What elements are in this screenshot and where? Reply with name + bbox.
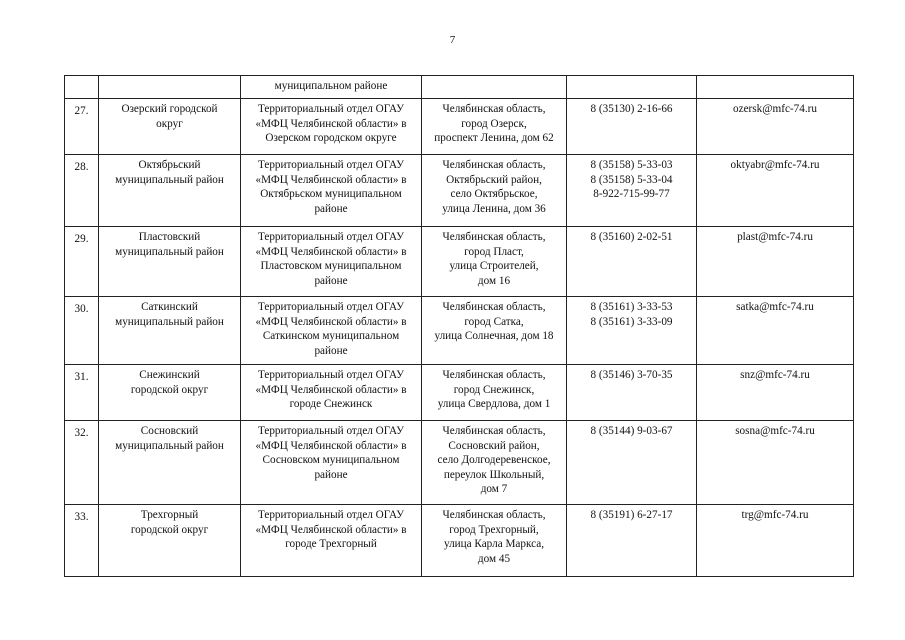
cell-address-line: проспект Ленина, дом 62 xyxy=(434,132,554,145)
cell-office-line: «МФЦ Челябинской области» в xyxy=(255,315,407,328)
cell-address-line: город Озерск, xyxy=(461,117,527,130)
cell-office-line: Октябрьском муниципальном xyxy=(260,188,402,201)
continuation-row xyxy=(65,76,854,99)
cell-office-line: районе xyxy=(314,344,348,357)
cell-phones xyxy=(567,297,697,365)
cell-address-line: улица Карла Маркса, xyxy=(443,538,545,551)
cell-row-number: 28. xyxy=(65,155,99,227)
cell-address-line: город Трехгорный, xyxy=(449,523,539,536)
cell-office-line: районе xyxy=(314,202,348,215)
cell-address-line: улица Строителей, xyxy=(449,260,539,273)
cell-phones-line: 8 (35191) 6-27-17 xyxy=(590,509,673,521)
cell-address-line: дом 45 xyxy=(477,552,511,565)
cell-address-line: улица Солнечная, дом 18 xyxy=(434,330,554,343)
cell-office-line: «МФЦ Челябинской области» в xyxy=(255,245,407,258)
cell-phones xyxy=(567,421,697,505)
cell-row-number: 27. xyxy=(65,99,99,155)
cell-address xyxy=(422,505,567,577)
cell-office-line: Территориальный отдел ОГАУ xyxy=(257,159,405,171)
cell-row-number: 30. xyxy=(65,297,99,365)
cell-address-line: Челябинская область, xyxy=(442,231,546,243)
cell-district xyxy=(99,155,241,227)
cell-office xyxy=(241,505,422,577)
cell-num-empty xyxy=(65,76,99,99)
cell-address-line: Челябинская область, xyxy=(442,425,546,437)
cell-address-line: Челябинская область, xyxy=(442,509,546,521)
cell-row-number: 33. xyxy=(65,505,99,577)
cell-address-line: город Снежинск, xyxy=(453,383,535,396)
cell-row-number: 31. xyxy=(65,365,99,421)
table-body xyxy=(65,76,854,577)
cell-phones-line: 8 (35161) 3-33-09 xyxy=(590,315,673,328)
cell-address xyxy=(422,365,567,421)
cell-address-line: Октябрьский район, xyxy=(446,173,542,186)
cell-district xyxy=(99,99,241,155)
cell-district-line: Сосновский xyxy=(140,425,199,437)
table-row xyxy=(65,99,854,155)
cell-office-line: Территориальный отдел ОГАУ xyxy=(257,425,405,437)
cell-office-line: Территориальный отдел ОГАУ xyxy=(257,509,405,521)
table-row xyxy=(65,297,854,365)
cell-address-line: Сосновский район, xyxy=(448,439,540,452)
cell-district-line: Саткинский xyxy=(141,301,198,313)
cell-address-empty xyxy=(422,76,567,99)
mfc-offices-table xyxy=(64,75,854,577)
cell-email: snz@mfc-74.ru xyxy=(697,365,854,421)
cell-phones-empty xyxy=(567,76,697,99)
cell-phones xyxy=(567,227,697,297)
table-row xyxy=(65,365,854,421)
cell-phones-line: 8 (35161) 3-33-53 xyxy=(590,301,673,313)
cell-office-line: Территориальный отдел ОГАУ xyxy=(257,369,405,381)
cell-office-line: «МФЦ Челябинской области» в xyxy=(255,439,407,452)
cell-address-line: Челябинская область, xyxy=(442,159,546,171)
table-row xyxy=(65,421,854,505)
cell-row-number: 29. xyxy=(65,227,99,297)
table-row xyxy=(65,155,854,227)
cell-address-line: Челябинская область, xyxy=(442,369,546,381)
cell-address xyxy=(422,227,567,297)
cell-address-line: дом 7 xyxy=(480,483,508,496)
cell-address-line: город Сатка, xyxy=(464,315,524,328)
cell-district-line: муниципальный район xyxy=(115,439,224,452)
cell-email: trg@mfc-74.ru xyxy=(697,505,854,577)
cell-district xyxy=(99,227,241,297)
cell-office-line: Саткинском муниципальном xyxy=(262,330,400,343)
table-row xyxy=(65,227,854,297)
cell-row-number: 32. xyxy=(65,421,99,505)
cell-address-line: Челябинская область, xyxy=(442,301,546,313)
cell-phones-line: 8 (35130) 2-16-66 xyxy=(590,103,673,115)
cell-email: plast@mfc-74.ru xyxy=(697,227,854,297)
cell-district-line: Октябрьский xyxy=(138,159,201,171)
cell-email: ozersk@mfc-74.ru xyxy=(697,99,854,155)
cell-address-line: дом 16 xyxy=(477,274,511,287)
cell-office-line: городе Трехгорный xyxy=(285,538,377,551)
cell-address-line: улица Свердлова, дом 1 xyxy=(437,398,551,411)
cell-office-line: районе xyxy=(314,468,348,481)
cell-address-line: город Пласт, xyxy=(464,245,524,258)
cell-district-line: Озерский городской xyxy=(121,103,218,115)
cell-office xyxy=(241,297,422,365)
cell-office-line: Сосновском муниципальном xyxy=(262,454,400,467)
cell-office-line: «МФЦ Челябинской области» в xyxy=(255,117,407,130)
cell-office xyxy=(241,421,422,505)
cell-district-line: городской округ xyxy=(130,523,209,536)
cell-district xyxy=(99,365,241,421)
cell-district-line: Трехгорный xyxy=(140,509,199,521)
cell-office-line: Озерском городском округе xyxy=(265,132,397,145)
cell-office-continuation: муниципальном районе xyxy=(241,76,422,99)
cell-address xyxy=(422,297,567,365)
cell-district-line: муниципальный район xyxy=(115,315,224,328)
cell-phones xyxy=(567,99,697,155)
cell-phones-line: 8 (35158) 5-33-04 xyxy=(590,173,673,186)
cell-district-line: Снежинский xyxy=(139,369,200,381)
cell-office-line: Пластовском муниципальном xyxy=(260,260,402,273)
cell-district xyxy=(99,421,241,505)
cell-phones-line: 8-922-715-99-77 xyxy=(593,188,670,201)
cell-phones-line: 8 (35144) 9-03-67 xyxy=(590,425,673,437)
cell-office xyxy=(241,99,422,155)
table-row xyxy=(65,505,854,577)
cell-office xyxy=(241,365,422,421)
cell-office-line: Территориальный отдел ОГАУ xyxy=(257,103,405,115)
cell-office-line: «МФЦ Челябинской области» в xyxy=(255,173,407,186)
cell-phones xyxy=(567,365,697,421)
cell-district-line: городской округ xyxy=(130,383,209,396)
cell-phones-line: 8 (35158) 5-33-03 xyxy=(590,159,673,171)
cell-address xyxy=(422,421,567,505)
cell-phones-line: 8 (35160) 2-02-51 xyxy=(590,231,673,243)
cell-email-empty xyxy=(697,76,854,99)
cell-email: sosna@mfc-74.ru xyxy=(697,421,854,505)
cell-address-line: улица Ленина, дом 36 xyxy=(442,202,546,215)
page-number: 7 xyxy=(449,34,456,46)
cell-address-line: село Долгодеревенское, xyxy=(437,454,551,467)
cell-office xyxy=(241,227,422,297)
cell-address-line: переулок Школьный, xyxy=(443,468,545,481)
cell-district-line: Пластовский xyxy=(138,231,201,243)
cell-address-line: село Октябрьское, xyxy=(450,188,538,201)
cell-office-line: Территориальный отдел ОГАУ xyxy=(257,301,405,313)
cell-office-line: городе Снежинск xyxy=(289,398,373,411)
cell-phones-line: 8 (35146) 3-70-35 xyxy=(590,369,673,381)
cell-district-line: округ xyxy=(156,117,183,130)
cell-email: satka@mfc-74.ru xyxy=(697,297,854,365)
cell-district-empty xyxy=(99,76,241,99)
cell-office-line: Территориальный отдел ОГАУ xyxy=(257,231,405,243)
cell-district-line: муниципальный район xyxy=(115,245,224,258)
cell-office-line: «МФЦ Челябинской области» в xyxy=(255,383,407,396)
cell-phones xyxy=(567,505,697,577)
cell-district xyxy=(99,505,241,577)
cell-phones xyxy=(567,155,697,227)
cell-office xyxy=(241,155,422,227)
cell-office-line: «МФЦ Челябинской области» в xyxy=(255,523,407,536)
cell-district-line: муниципальный район xyxy=(115,173,224,186)
cell-email: oktyabr@mfc-74.ru xyxy=(697,155,854,227)
cell-district xyxy=(99,297,241,365)
cell-address xyxy=(422,99,567,155)
cell-address xyxy=(422,155,567,227)
cell-address-line: Челябинская область, xyxy=(442,103,546,115)
cell-office-line: районе xyxy=(314,274,348,287)
